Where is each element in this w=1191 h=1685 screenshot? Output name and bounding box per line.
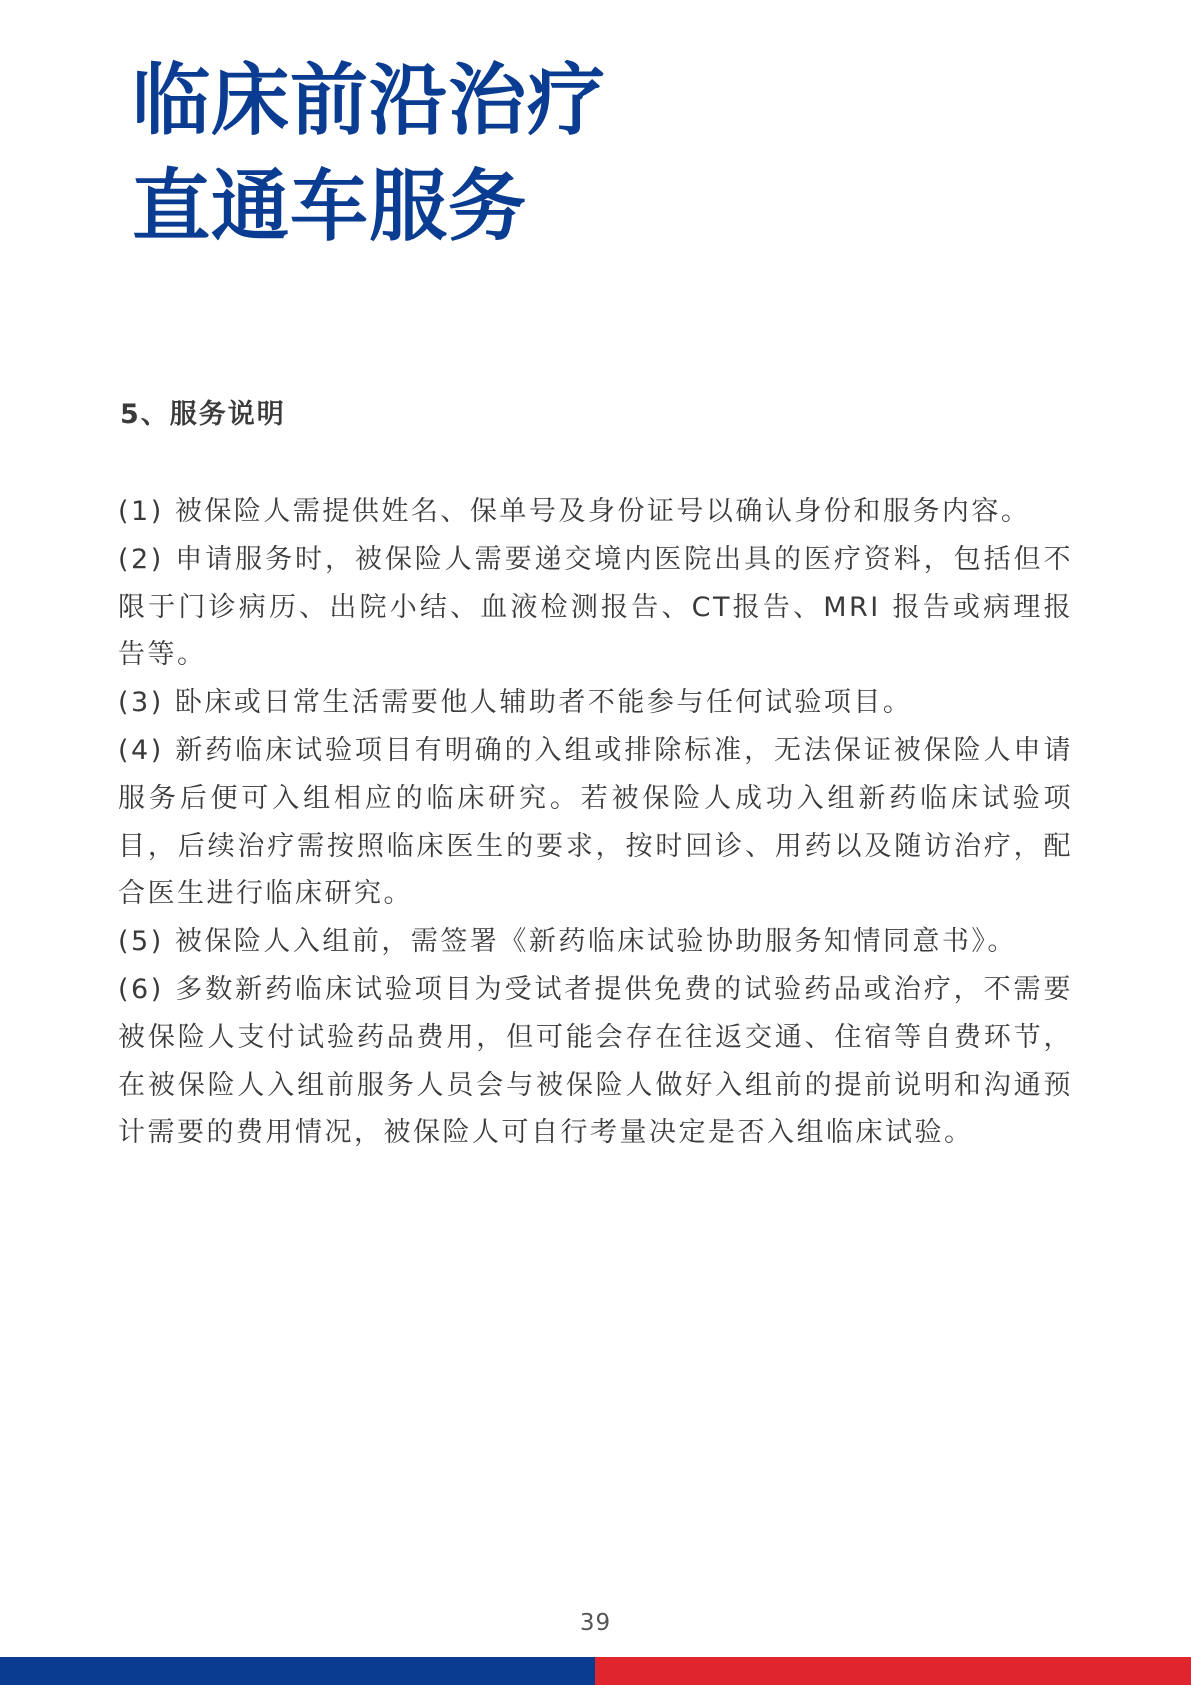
- paragraph-1: (1) 被保险人需提供姓名、保单号及身份证号以确认身份和服务内容。: [118, 496, 1031, 527]
- footer-bar-blue: [0, 1657, 595, 1685]
- paragraph-2: (2) 申请服务时，被保险人需要递交境内医院出具的医疗资料，包括但不限于门诊病历、出院小结、血液检测报告、CT报告、MRI 报告或病理报告等。: [118, 543, 1073, 671]
- page-number: 39: [579, 1610, 612, 1636]
- page-title: [132, 48, 606, 260]
- section-heading: 5、服务说明: [120, 399, 286, 430]
- service-description-body: [118, 488, 1073, 1157]
- title-line-2: 直通车服务: [132, 162, 528, 252]
- paragraph-5: (5) 被保险人入组前，需签署《新药临床试验协助服务知情同意书》。: [118, 926, 1017, 958]
- paragraph-4: (4) 新药临床试验项目有明确的入组或排除标准，无法保证被保险人申请服务后便可入组相应的临床研究。若被保险人成功入组新药临床试验项目，后续治疗需按照临床医生的要求，按时回诊、用药以及随访治疗，配合医生进行临床研究。: [118, 734, 1073, 910]
- title-line-1: 临床前沿治疗: [132, 56, 607, 146]
- paragraph-3: (3) 卧床或日常生活需要他人辅助者不能参与任何试验项目。: [118, 687, 913, 719]
- footer-color-bar: [0, 1657, 1191, 1685]
- footer-bar-red: [595, 1657, 1191, 1685]
- paragraph-6: (6) 多数新药临床试验项目为受试者提供免费的试验药品或治疗，不需要被保险人支付试验药品费用，但可能会存在往返交通、住宿等自费环节，在被保险人入组前服务人员会与被保险人做好入组前的提前说明和沟通预计需要的费用情况，被保险人可自行考量决定是否入组临床试验。: [118, 973, 1073, 1149]
